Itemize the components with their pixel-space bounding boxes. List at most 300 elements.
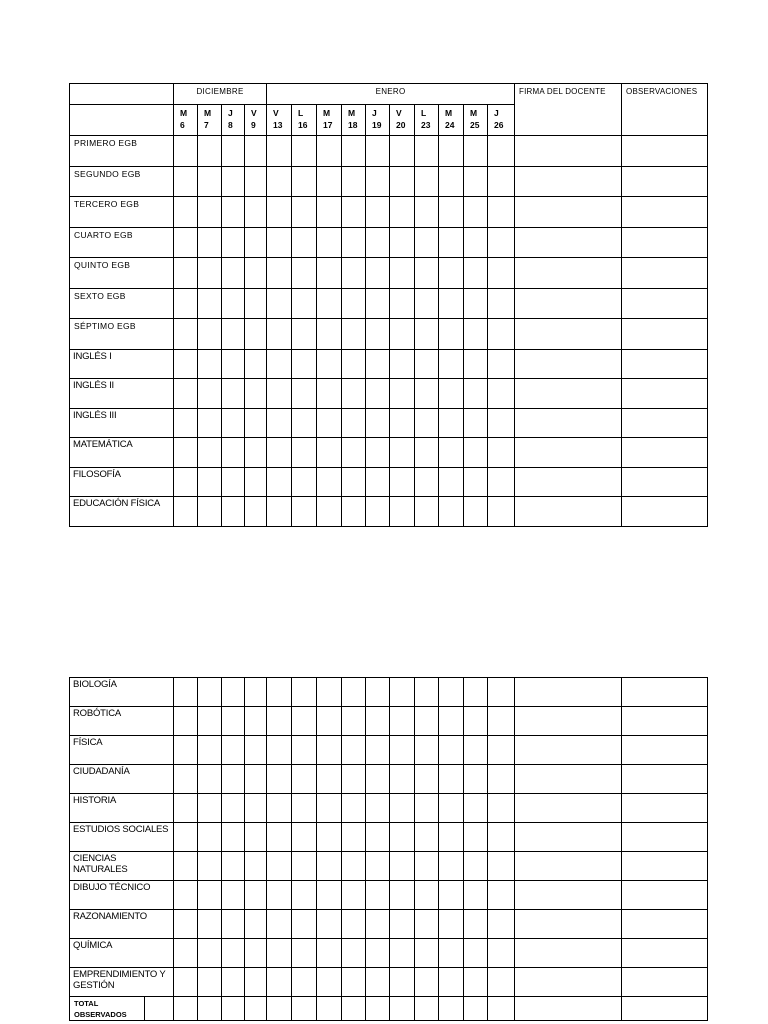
attendance-cell[interactable] — [415, 438, 439, 468]
attendance-cell[interactable] — [439, 197, 464, 228]
observation-cell[interactable] — [622, 852, 708, 881]
signature-cell[interactable] — [515, 379, 622, 409]
attendance-cell[interactable] — [222, 794, 245, 823]
attendance-cell[interactable] — [439, 349, 464, 379]
attendance-cell[interactable] — [317, 707, 342, 736]
attendance-cell[interactable] — [439, 408, 464, 438]
observation-cell[interactable] — [622, 736, 708, 765]
attendance-cell[interactable] — [464, 288, 488, 319]
attendance-cell[interactable] — [488, 136, 515, 167]
attendance-cell[interactable] — [174, 438, 198, 468]
attendance-cell[interactable] — [464, 497, 488, 527]
attendance-cell[interactable] — [198, 197, 222, 228]
attendance-cell[interactable] — [366, 678, 390, 707]
attendance-cell[interactable] — [267, 227, 292, 258]
attendance-cell[interactable] — [174, 823, 198, 852]
attendance-cell[interactable] — [342, 379, 366, 409]
attendance-cell[interactable] — [292, 288, 317, 319]
attendance-cell[interactable] — [464, 408, 488, 438]
attendance-cell[interactable] — [222, 467, 245, 497]
attendance-cell[interactable] — [292, 881, 317, 910]
attendance-cell[interactable] — [415, 736, 439, 765]
signature-cell[interactable] — [515, 197, 622, 228]
attendance-cell[interactable] — [222, 319, 245, 350]
attendance-cell[interactable] — [267, 939, 292, 968]
attendance-cell[interactable] — [366, 227, 390, 258]
observation-cell[interactable] — [622, 349, 708, 379]
observation-cell[interactable] — [622, 707, 708, 736]
attendance-cell[interactable] — [245, 166, 267, 197]
attendance-cell[interactable] — [342, 136, 366, 167]
signature-cell[interactable] — [515, 794, 622, 823]
attendance-cell[interactable] — [390, 852, 415, 881]
attendance-cell[interactable] — [366, 258, 390, 289]
attendance-cell[interactable] — [267, 765, 292, 794]
attendance-cell[interactable] — [439, 166, 464, 197]
attendance-cell[interactable] — [292, 678, 317, 707]
attendance-cell[interactable] — [342, 258, 366, 289]
attendance-cell[interactable] — [415, 408, 439, 438]
total-cell[interactable] — [342, 997, 366, 1021]
attendance-cell[interactable] — [415, 227, 439, 258]
attendance-cell[interactable] — [488, 852, 515, 881]
attendance-cell[interactable] — [198, 408, 222, 438]
attendance-cell[interactable] — [174, 258, 198, 289]
attendance-cell[interactable] — [292, 467, 317, 497]
attendance-cell[interactable] — [366, 319, 390, 350]
signature-cell[interactable] — [515, 288, 622, 319]
total-cell[interactable] — [174, 997, 198, 1021]
attendance-cell[interactable] — [245, 881, 267, 910]
attendance-cell[interactable] — [390, 823, 415, 852]
attendance-cell[interactable] — [390, 319, 415, 350]
attendance-cell[interactable] — [317, 881, 342, 910]
attendance-cell[interactable] — [222, 910, 245, 939]
attendance-cell[interactable] — [488, 765, 515, 794]
attendance-cell[interactable] — [317, 467, 342, 497]
attendance-cell[interactable] — [488, 349, 515, 379]
attendance-cell[interactable] — [439, 258, 464, 289]
attendance-cell[interactable] — [464, 379, 488, 409]
attendance-cell[interactable] — [317, 379, 342, 409]
attendance-cell[interactable] — [174, 497, 198, 527]
attendance-cell[interactable] — [174, 707, 198, 736]
observation-cell[interactable] — [622, 227, 708, 258]
attendance-cell[interactable] — [198, 910, 222, 939]
attendance-cell[interactable] — [366, 881, 390, 910]
attendance-cell[interactable] — [222, 349, 245, 379]
attendance-cell[interactable] — [390, 467, 415, 497]
attendance-cell[interactable] — [292, 939, 317, 968]
attendance-cell[interactable] — [245, 136, 267, 167]
attendance-cell[interactable] — [366, 910, 390, 939]
observation-cell[interactable] — [622, 438, 708, 468]
attendance-cell[interactable] — [342, 227, 366, 258]
attendance-cell[interactable] — [245, 497, 267, 527]
attendance-cell[interactable] — [198, 288, 222, 319]
total-cell[interactable] — [439, 997, 464, 1021]
attendance-cell[interactable] — [342, 288, 366, 319]
attendance-cell[interactable] — [366, 408, 390, 438]
attendance-cell[interactable] — [488, 939, 515, 968]
total-cell[interactable] — [267, 997, 292, 1021]
attendance-cell[interactable] — [245, 408, 267, 438]
attendance-cell[interactable] — [317, 823, 342, 852]
attendance-cell[interactable] — [292, 968, 317, 997]
attendance-cell[interactable] — [267, 166, 292, 197]
attendance-cell[interactable] — [366, 438, 390, 468]
attendance-cell[interactable] — [488, 166, 515, 197]
attendance-cell[interactable] — [464, 227, 488, 258]
attendance-cell[interactable] — [488, 707, 515, 736]
attendance-cell[interactable] — [464, 438, 488, 468]
attendance-cell[interactable] — [267, 497, 292, 527]
attendance-cell[interactable] — [267, 379, 292, 409]
attendance-cell[interactable] — [317, 227, 342, 258]
attendance-cell[interactable] — [317, 408, 342, 438]
attendance-cell[interactable] — [342, 823, 366, 852]
attendance-cell[interactable] — [292, 408, 317, 438]
attendance-cell[interactable] — [317, 852, 342, 881]
attendance-cell[interactable] — [488, 497, 515, 527]
attendance-cell[interactable] — [198, 765, 222, 794]
attendance-cell[interactable] — [292, 707, 317, 736]
attendance-cell[interactable] — [267, 794, 292, 823]
attendance-cell[interactable] — [198, 379, 222, 409]
total-cell[interactable] — [390, 997, 415, 1021]
attendance-cell[interactable] — [415, 379, 439, 409]
attendance-cell[interactable] — [292, 349, 317, 379]
attendance-cell[interactable] — [464, 881, 488, 910]
attendance-cell[interactable] — [464, 258, 488, 289]
attendance-cell[interactable] — [390, 765, 415, 794]
attendance-cell[interactable] — [390, 794, 415, 823]
attendance-cell[interactable] — [488, 823, 515, 852]
observation-cell[interactable] — [622, 319, 708, 350]
attendance-cell[interactable] — [292, 319, 317, 350]
attendance-cell[interactable] — [317, 258, 342, 289]
attendance-cell[interactable] — [342, 852, 366, 881]
attendance-cell[interactable] — [267, 968, 292, 997]
attendance-cell[interactable] — [488, 197, 515, 228]
attendance-cell[interactable] — [390, 197, 415, 228]
attendance-cell[interactable] — [267, 736, 292, 765]
attendance-cell[interactable] — [439, 438, 464, 468]
attendance-cell[interactable] — [267, 319, 292, 350]
attendance-cell[interactable] — [342, 968, 366, 997]
attendance-cell[interactable] — [267, 852, 292, 881]
attendance-cell[interactable] — [174, 852, 198, 881]
attendance-cell[interactable] — [174, 197, 198, 228]
attendance-cell[interactable] — [267, 258, 292, 289]
attendance-cell[interactable] — [267, 910, 292, 939]
attendance-cell[interactable] — [292, 197, 317, 228]
attendance-cell[interactable] — [317, 319, 342, 350]
attendance-cell[interactable] — [174, 910, 198, 939]
signature-cell[interactable] — [515, 438, 622, 468]
attendance-cell[interactable] — [267, 197, 292, 228]
attendance-cell[interactable] — [464, 968, 488, 997]
attendance-cell[interactable] — [267, 467, 292, 497]
attendance-cell[interactable] — [439, 136, 464, 167]
attendance-cell[interactable] — [390, 227, 415, 258]
attendance-cell[interactable] — [198, 227, 222, 258]
attendance-cell[interactable] — [342, 794, 366, 823]
attendance-cell[interactable] — [317, 349, 342, 379]
attendance-cell[interactable] — [267, 707, 292, 736]
attendance-cell[interactable] — [366, 349, 390, 379]
attendance-cell[interactable] — [439, 765, 464, 794]
attendance-cell[interactable] — [415, 319, 439, 350]
attendance-cell[interactable] — [464, 136, 488, 167]
attendance-cell[interactable] — [245, 258, 267, 289]
attendance-cell[interactable] — [415, 823, 439, 852]
attendance-cell[interactable] — [342, 438, 366, 468]
attendance-cell[interactable] — [198, 349, 222, 379]
attendance-cell[interactable] — [390, 349, 415, 379]
attendance-cell[interactable] — [415, 467, 439, 497]
attendance-cell[interactable] — [390, 707, 415, 736]
attendance-cell[interactable] — [464, 939, 488, 968]
observation-cell[interactable] — [622, 968, 708, 997]
attendance-cell[interactable] — [174, 227, 198, 258]
attendance-cell[interactable] — [198, 497, 222, 527]
attendance-cell[interactable] — [439, 852, 464, 881]
attendance-cell[interactable] — [245, 765, 267, 794]
observation-cell[interactable] — [622, 288, 708, 319]
attendance-cell[interactable] — [415, 765, 439, 794]
attendance-cell[interactable] — [390, 939, 415, 968]
attendance-cell[interactable] — [366, 968, 390, 997]
attendance-cell[interactable] — [267, 678, 292, 707]
attendance-cell[interactable] — [245, 319, 267, 350]
attendance-cell[interactable] — [198, 794, 222, 823]
attendance-cell[interactable] — [342, 910, 366, 939]
attendance-cell[interactable] — [222, 258, 245, 289]
attendance-cell[interactable] — [390, 408, 415, 438]
attendance-cell[interactable] — [488, 678, 515, 707]
attendance-cell[interactable] — [317, 497, 342, 527]
observation-cell[interactable] — [622, 497, 708, 527]
attendance-cell[interactable] — [366, 467, 390, 497]
attendance-cell[interactable] — [464, 678, 488, 707]
total-cell[interactable] — [317, 997, 342, 1021]
signature-cell[interactable] — [515, 467, 622, 497]
attendance-cell[interactable] — [317, 939, 342, 968]
signature-cell[interactable] — [515, 852, 622, 881]
attendance-cell[interactable] — [439, 678, 464, 707]
attendance-cell[interactable] — [439, 968, 464, 997]
attendance-cell[interactable] — [174, 881, 198, 910]
attendance-cell[interactable] — [317, 968, 342, 997]
attendance-cell[interactable] — [439, 939, 464, 968]
observation-cell[interactable] — [622, 881, 708, 910]
attendance-cell[interactable] — [390, 881, 415, 910]
attendance-cell[interactable] — [366, 765, 390, 794]
signature-cell[interactable] — [515, 939, 622, 968]
attendance-cell[interactable] — [292, 227, 317, 258]
attendance-cell[interactable] — [317, 678, 342, 707]
attendance-cell[interactable] — [366, 823, 390, 852]
attendance-cell[interactable] — [439, 794, 464, 823]
attendance-cell[interactable] — [342, 939, 366, 968]
attendance-cell[interactable] — [245, 467, 267, 497]
attendance-cell[interactable] — [292, 910, 317, 939]
attendance-cell[interactable] — [174, 166, 198, 197]
attendance-cell[interactable] — [245, 823, 267, 852]
observation-cell[interactable] — [622, 794, 708, 823]
attendance-cell[interactable] — [245, 227, 267, 258]
signature-cell[interactable] — [515, 136, 622, 167]
signature-cell[interactable] — [515, 678, 622, 707]
total-cell[interactable] — [415, 997, 439, 1021]
attendance-cell[interactable] — [222, 438, 245, 468]
attendance-cell[interactable] — [415, 968, 439, 997]
attendance-cell[interactable] — [222, 823, 245, 852]
attendance-cell[interactable] — [292, 136, 317, 167]
attendance-cell[interactable] — [245, 379, 267, 409]
attendance-cell[interactable] — [366, 136, 390, 167]
attendance-cell[interactable] — [439, 910, 464, 939]
attendance-cell[interactable] — [245, 678, 267, 707]
attendance-cell[interactable] — [366, 736, 390, 765]
attendance-cell[interactable] — [488, 288, 515, 319]
attendance-cell[interactable] — [292, 794, 317, 823]
attendance-cell[interactable] — [267, 438, 292, 468]
attendance-cell[interactable] — [488, 881, 515, 910]
attendance-cell[interactable] — [439, 467, 464, 497]
attendance-cell[interactable] — [222, 678, 245, 707]
attendance-cell[interactable] — [245, 939, 267, 968]
attendance-cell[interactable] — [439, 823, 464, 852]
attendance-cell[interactable] — [464, 823, 488, 852]
attendance-cell[interactable] — [464, 166, 488, 197]
attendance-cell[interactable] — [366, 497, 390, 527]
attendance-cell[interactable] — [464, 765, 488, 794]
signature-cell[interactable] — [515, 166, 622, 197]
attendance-cell[interactable] — [222, 736, 245, 765]
attendance-cell[interactable] — [174, 349, 198, 379]
attendance-cell[interactable] — [415, 678, 439, 707]
attendance-cell[interactable] — [198, 258, 222, 289]
attendance-cell[interactable] — [245, 794, 267, 823]
attendance-cell[interactable] — [342, 408, 366, 438]
signature-cell[interactable] — [515, 736, 622, 765]
attendance-cell[interactable] — [342, 497, 366, 527]
attendance-cell[interactable] — [415, 794, 439, 823]
attendance-cell[interactable] — [245, 707, 267, 736]
attendance-cell[interactable] — [488, 736, 515, 765]
attendance-cell[interactable] — [415, 258, 439, 289]
attendance-cell[interactable] — [222, 497, 245, 527]
observation-cell[interactable] — [622, 136, 708, 167]
attendance-cell[interactable] — [415, 497, 439, 527]
attendance-cell[interactable] — [415, 910, 439, 939]
attendance-cell[interactable] — [198, 319, 222, 350]
attendance-cell[interactable] — [292, 438, 317, 468]
attendance-cell[interactable] — [439, 497, 464, 527]
attendance-cell[interactable] — [390, 258, 415, 289]
attendance-cell[interactable] — [222, 136, 245, 167]
attendance-cell[interactable] — [245, 288, 267, 319]
attendance-cell[interactable] — [464, 707, 488, 736]
attendance-cell[interactable] — [174, 736, 198, 765]
attendance-cell[interactable] — [342, 166, 366, 197]
attendance-cell[interactable] — [415, 197, 439, 228]
total-cell[interactable] — [515, 997, 622, 1021]
attendance-cell[interactable] — [390, 136, 415, 167]
attendance-cell[interactable] — [222, 288, 245, 319]
total-cell[interactable] — [366, 997, 390, 1021]
attendance-cell[interactable] — [317, 438, 342, 468]
attendance-cell[interactable] — [245, 197, 267, 228]
signature-cell[interactable] — [515, 881, 622, 910]
observation-cell[interactable] — [622, 166, 708, 197]
attendance-cell[interactable] — [317, 136, 342, 167]
attendance-cell[interactable] — [267, 881, 292, 910]
signature-cell[interactable] — [515, 910, 622, 939]
signature-cell[interactable] — [515, 968, 622, 997]
attendance-cell[interactable] — [198, 823, 222, 852]
attendance-cell[interactable] — [439, 881, 464, 910]
attendance-cell[interactable] — [390, 438, 415, 468]
attendance-cell[interactable] — [464, 197, 488, 228]
observation-cell[interactable] — [622, 408, 708, 438]
attendance-cell[interactable] — [198, 968, 222, 997]
attendance-cell[interactable] — [366, 794, 390, 823]
observation-cell[interactable] — [622, 467, 708, 497]
attendance-cell[interactable] — [267, 136, 292, 167]
attendance-cell[interactable] — [267, 408, 292, 438]
attendance-cell[interactable] — [174, 379, 198, 409]
attendance-cell[interactable] — [488, 258, 515, 289]
attendance-cell[interactable] — [267, 349, 292, 379]
attendance-cell[interactable] — [342, 765, 366, 794]
attendance-cell[interactable] — [439, 319, 464, 350]
attendance-cell[interactable] — [488, 408, 515, 438]
attendance-cell[interactable] — [390, 736, 415, 765]
attendance-cell[interactable] — [415, 136, 439, 167]
attendance-cell[interactable] — [488, 379, 515, 409]
attendance-cell[interactable] — [415, 707, 439, 736]
attendance-cell[interactable] — [464, 467, 488, 497]
attendance-cell[interactable] — [464, 852, 488, 881]
attendance-cell[interactable] — [488, 438, 515, 468]
attendance-cell[interactable] — [464, 736, 488, 765]
attendance-cell[interactable] — [292, 852, 317, 881]
signature-cell[interactable] — [515, 408, 622, 438]
attendance-cell[interactable] — [292, 166, 317, 197]
attendance-cell[interactable] — [342, 319, 366, 350]
signature-cell[interactable] — [515, 823, 622, 852]
attendance-cell[interactable] — [390, 166, 415, 197]
attendance-cell[interactable] — [390, 497, 415, 527]
attendance-cell[interactable] — [366, 166, 390, 197]
total-cell[interactable] — [292, 997, 317, 1021]
attendance-cell[interactable] — [317, 197, 342, 228]
attendance-cell[interactable] — [174, 794, 198, 823]
attendance-cell[interactable] — [198, 939, 222, 968]
attendance-cell[interactable] — [390, 910, 415, 939]
attendance-cell[interactable] — [366, 379, 390, 409]
attendance-cell[interactable] — [292, 379, 317, 409]
attendance-cell[interactable] — [174, 288, 198, 319]
attendance-cell[interactable] — [415, 939, 439, 968]
attendance-cell[interactable] — [222, 408, 245, 438]
observation-cell[interactable] — [622, 823, 708, 852]
attendance-cell[interactable] — [174, 467, 198, 497]
total-cell[interactable] — [245, 997, 267, 1021]
